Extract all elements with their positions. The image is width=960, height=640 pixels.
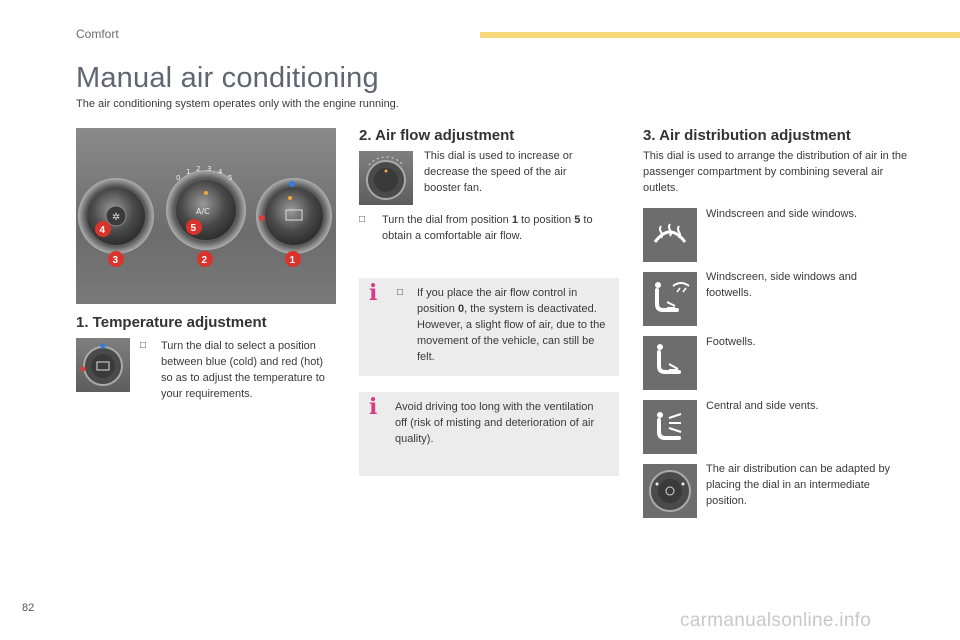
- svg-text:✲: ✲: [112, 212, 121, 223]
- distribution-heading: 3. Air distribution adjustment: [643, 127, 851, 144]
- info-text-deactivated: □ If you place the air flow control in position 0, the system is deactivated. However, a slight flow of air, due to the movement of the vehicle, can still be felt.: [397, 287, 606, 363]
- distribution-item-label: Footwells.: [706, 336, 756, 348]
- distribution-dial-icon: [643, 464, 697, 518]
- distribution-item-label: Windscreen, side windows and footwells.: [706, 271, 858, 299]
- distribution-description: This dial is used to arrange the distribution of air in the passenger compartment by combining several air outlets.: [643, 150, 908, 194]
- info-box-ventilation: [359, 392, 619, 476]
- callout-4: [95, 221, 111, 237]
- temperature-dial-thumbnail: [76, 338, 130, 392]
- svg-text:1: 1: [289, 255, 296, 266]
- callout-1: [285, 251, 301, 267]
- temperature-text: Turn the dial to select a position between blue (cold) and red (hot) so as to adjust the temperature to your requirements.: [161, 340, 325, 400]
- temperature-dial-icon: [76, 338, 130, 392]
- callout-5: [186, 219, 202, 235]
- central-vents-icon: [643, 400, 697, 454]
- temperature-heading: 1. Temperature adjustment: [76, 314, 267, 331]
- scale-mark: 2: [196, 165, 201, 173]
- airflow-dial: [166, 165, 246, 250]
- airflow-description: This dial is used to increase or decrease the speed of the air booster fan.: [424, 150, 573, 194]
- section-label: Comfort: [76, 27, 119, 41]
- info-box-deactivated: [359, 278, 619, 376]
- intro-text: The air conditioning system operates only with the engine running.: [76, 98, 399, 110]
- footwell-icon: [643, 336, 697, 390]
- callout-3: [108, 251, 124, 267]
- bullet-icon: □: [359, 214, 366, 225]
- svg-text:5: 5: [190, 223, 197, 234]
- bullet-icon: □: [140, 340, 147, 351]
- svg-text:3: 3: [112, 255, 119, 266]
- distribution-dial: [78, 178, 154, 254]
- scale-mark: 0: [176, 174, 181, 182]
- info-text-ventilation: Avoid driving too long with the ventilation off (risk of misting and deterioration of air quality).: [395, 401, 595, 445]
- airflow-instruction-text: Turn the dial from position 1 to position 5 to obtain a comfortable air flow.: [382, 214, 593, 242]
- svg-text:2: 2: [201, 255, 208, 266]
- airflow-heading: 2. Air flow adjustment: [359, 127, 515, 144]
- airflow-dial-thumbnail: [359, 151, 413, 205]
- info-icon: i: [369, 394, 378, 420]
- bullet-icon: □: [397, 287, 404, 298]
- temperature-dial: [256, 178, 332, 254]
- temperature-instruction: [140, 338, 325, 402]
- page-number: 82: [22, 602, 35, 614]
- header-accent-bar: [480, 32, 960, 38]
- page-title: Manual air conditioning: [76, 62, 379, 94]
- scale-mark: 5: [228, 174, 233, 182]
- info-icon: i: [369, 280, 378, 306]
- airflow-instruction: [359, 212, 621, 244]
- ac-mark: A/C: [196, 207, 210, 216]
- distribution-item-label: Central and side vents.: [706, 400, 819, 412]
- scale-mark: 3: [207, 165, 212, 173]
- scale-mark: 1: [186, 168, 191, 176]
- scale-mark: 4: [218, 168, 223, 176]
- control-panel-photo: [76, 128, 336, 304]
- windscreen-defrost-icon: [643, 208, 697, 262]
- callout-2: [197, 251, 213, 267]
- svg-text:4: 4: [99, 225, 106, 236]
- control-panel-illustration: [76, 128, 336, 304]
- windscreen-feet-icon: [643, 272, 697, 326]
- airflow-dial-icon: [359, 151, 413, 205]
- distribution-item-label: The air distribution can be adapted by placing the dial in an intermediate position.: [706, 463, 891, 507]
- watermark: carmanualsonline.info: [680, 610, 872, 631]
- distribution-item-label: Windscreen and side windows.: [706, 208, 858, 220]
